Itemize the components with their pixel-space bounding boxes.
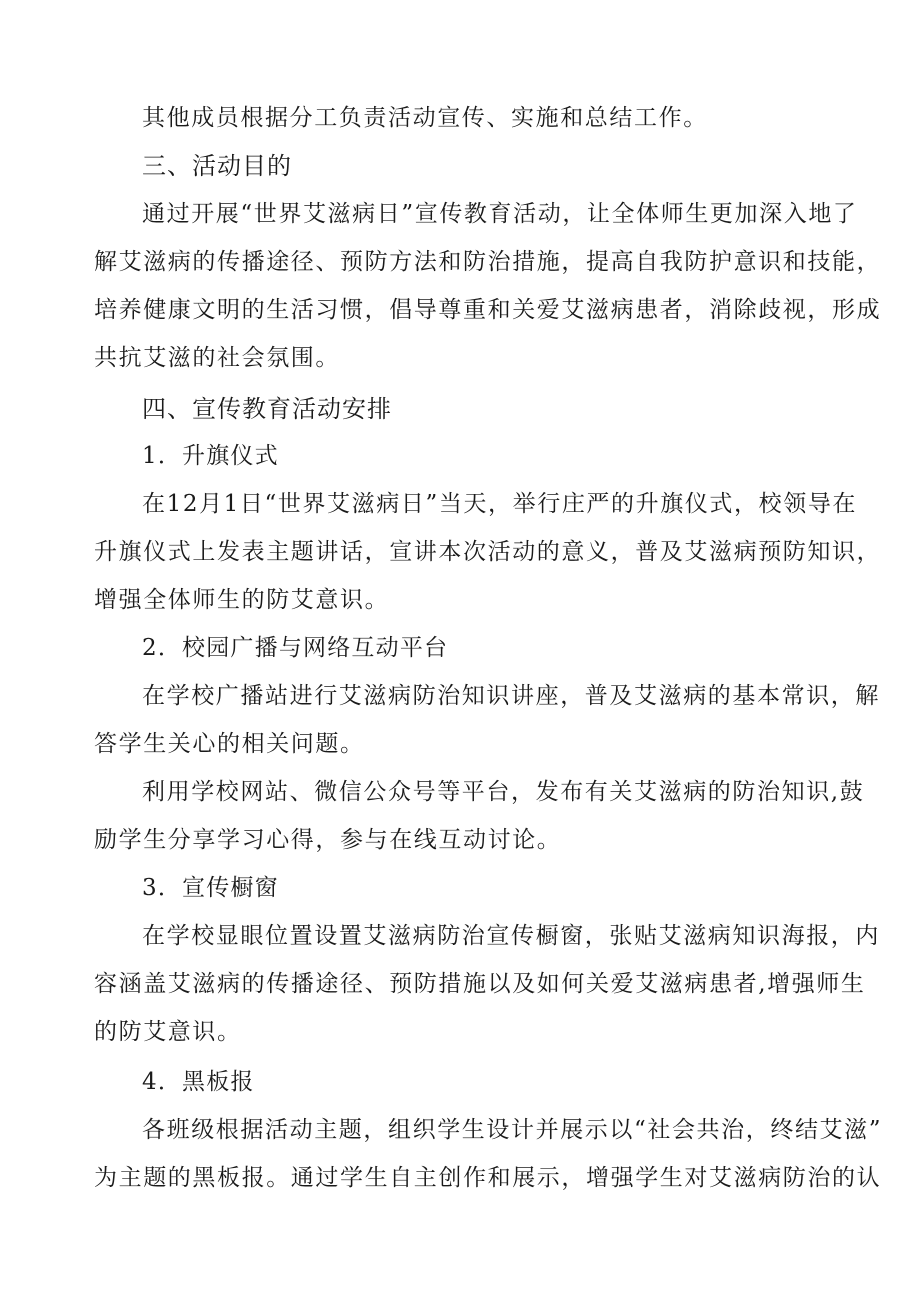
paragraph-line: 容涵盖艾滋病的传播途径、预防措施以及如何关爱艾滋病患者,增强师生 (94, 971, 866, 997)
paragraph-line: 在学校广播站进行艾滋病防治知识讲座，普及艾滋病的基本常识，解 (142, 683, 880, 709)
paragraph-line: 培养健康文明的生活习惯，倡导尊重和关爱艾滋病患者，消除歧视，形成 (94, 297, 882, 323)
paragraph-line: 的防艾意识。 (94, 1019, 242, 1045)
paragraph-line: 解艾滋病的传播途径、预防方法和防治措施，提高自我防护意识和技能， (94, 249, 882, 275)
paragraph-line: 为主题的黑板报。通过学生自主创作和展示，增强学生对艾滋病防治的认 (94, 1165, 882, 1191)
paragraph-line: 共抗艾滋的社会氛围。 (94, 345, 340, 371)
paragraph-line: 励学生分享学习心得，参与在线互动讨论。 (94, 827, 562, 853)
section-heading-objectives: 三、活动目的 (142, 152, 292, 180)
paragraph-line: 各班级根据活动主题，组织学生设计并展示以“社会共治，终结艾滋” (142, 1117, 883, 1143)
item-heading-broadcast: 2．校园广播与网络互动平台 (142, 635, 449, 661)
item-heading-showcase: 3．宣传橱窗 (142, 875, 279, 901)
paragraph-line: 升旗仪式上发表主题讲话，宣讲本次活动的意义，普及艾滋病预防知识， (94, 539, 882, 565)
paragraph-line: 其他成员根据分工负责活动宣传、实施和总结工作。 (142, 105, 708, 131)
paragraph-line: 通过开展“世界艾滋病日”宣传教育活动，让全体师生更加深入地了 (142, 201, 858, 227)
paragraph-line: 在学校显眼位置设置艾滋病防治宣传橱窗，张贴艾滋病知识海报，内 (142, 923, 880, 949)
paragraph-line: 答学生关心的相关问题。 (94, 731, 365, 757)
item-heading-flag-ceremony: 1．升旗仪式 (142, 443, 279, 469)
section-heading-arrangements: 四、宣传教育活动安排 (142, 395, 392, 423)
paragraph-line: 增强全体师生的防艾意识。 (94, 587, 390, 613)
paragraph-line: 在12月1日“世界艾滋病日”当天，举行庄严的升旗仪式，校领导在 (142, 491, 858, 517)
paragraph-line: 利用学校网站、微信公众号等平台，发布有关艾滋病的防治知识,鼓 (142, 779, 865, 805)
item-heading-blackboard: 4．黑板报 (142, 1069, 255, 1095)
